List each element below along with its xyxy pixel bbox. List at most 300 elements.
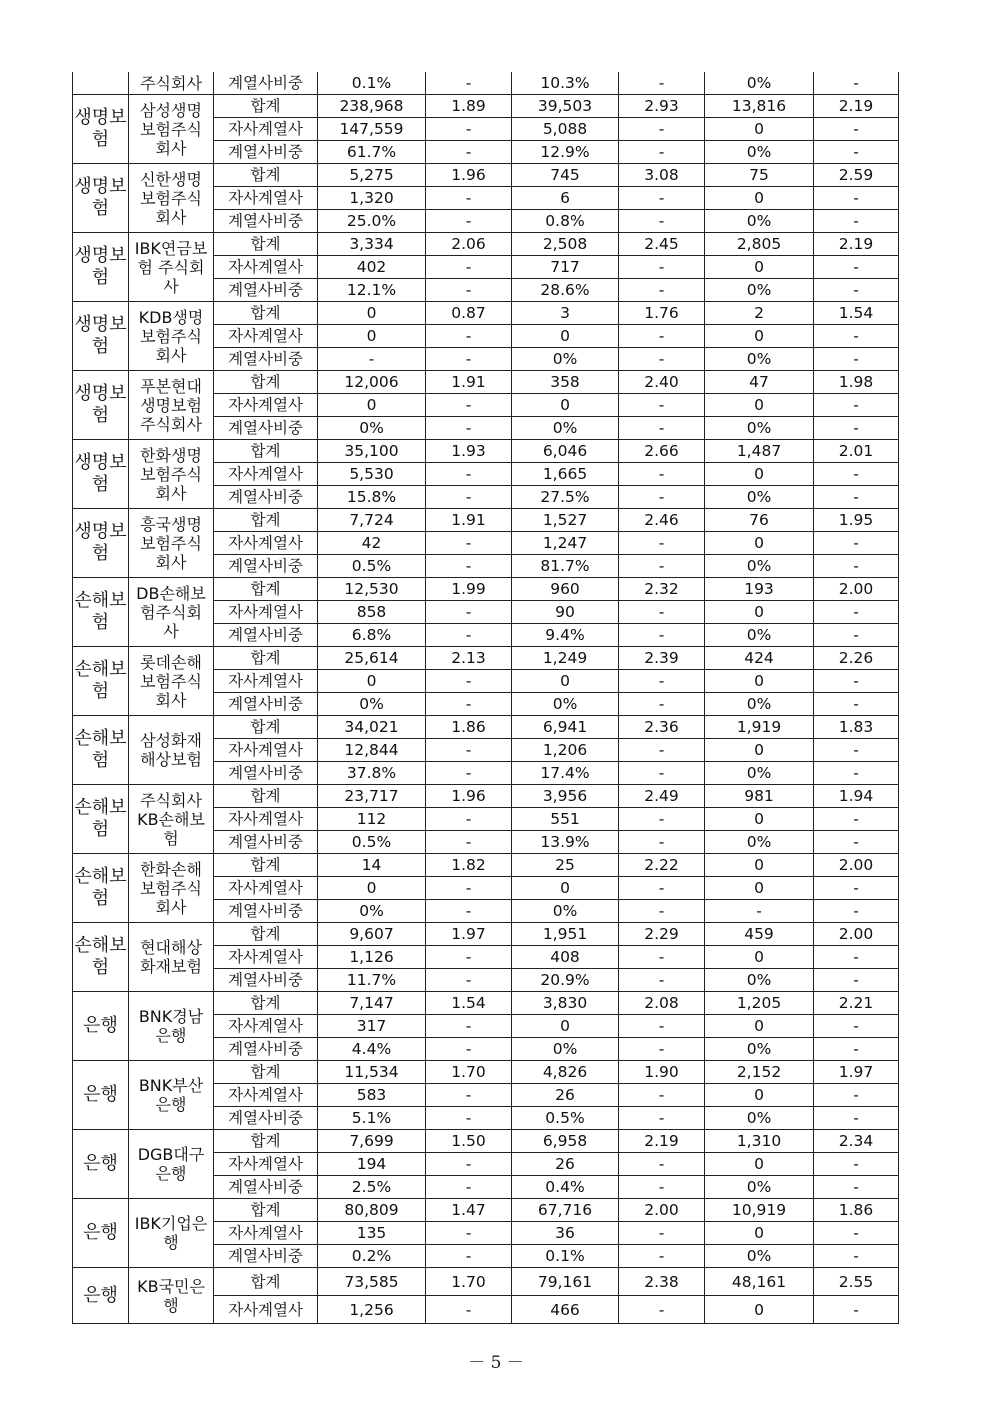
value-cell: 13,816 — [705, 95, 814, 118]
row-label-cell: 합계 — [214, 923, 318, 946]
value-cell: - — [619, 1107, 705, 1130]
value-cell: 5,275 — [318, 164, 426, 187]
value-cell: 26 — [512, 1084, 619, 1107]
row-label-cell: 자사계열사 — [214, 601, 318, 624]
value-cell: - — [814, 72, 899, 95]
value-cell: - — [426, 1296, 512, 1324]
value-cell: 0% — [512, 348, 619, 371]
value-cell: 2.39 — [619, 647, 705, 670]
value-cell: 0% — [705, 1107, 814, 1130]
value-cell: - — [814, 900, 899, 923]
value-cell: - — [814, 1296, 899, 1324]
value-cell: - — [814, 348, 899, 371]
value-cell: 0 — [705, 118, 814, 141]
value-cell: 6 — [512, 187, 619, 210]
value-cell: 2.01 — [814, 440, 899, 463]
value-cell: 2.5% — [318, 1176, 426, 1199]
category-cell: 손해보험 — [73, 647, 129, 716]
value-cell: - — [619, 946, 705, 969]
category-cell: 생명보험 — [73, 371, 129, 440]
table-row — [73, 440, 899, 463]
disclosure-table — [72, 72, 899, 1324]
row-label-cell: 합계 — [214, 854, 318, 877]
value-cell: 0 — [318, 670, 426, 693]
value-cell: 0% — [705, 141, 814, 164]
value-cell: 1.99 — [426, 578, 512, 601]
value-cell: 0 — [705, 325, 814, 348]
value-cell: - — [619, 900, 705, 923]
value-cell: - — [426, 601, 512, 624]
value-cell: 1,247 — [512, 532, 619, 555]
row-label-cell: 자사계열사 — [214, 1222, 318, 1245]
value-cell: 79,161 — [512, 1268, 619, 1296]
value-cell: 90 — [512, 601, 619, 624]
value-cell: 3,956 — [512, 785, 619, 808]
company-cell: 한화손해보험주식회사 — [129, 854, 214, 923]
value-cell: - — [619, 394, 705, 417]
table-row — [73, 233, 899, 256]
value-cell: 1.91 — [426, 509, 512, 532]
company-cell: KDB생명보험주식회사 — [129, 302, 214, 371]
value-cell: 0% — [512, 693, 619, 716]
value-cell: - — [426, 348, 512, 371]
value-cell: - — [619, 624, 705, 647]
value-cell: 0 — [705, 1222, 814, 1245]
value-cell: - — [814, 624, 899, 647]
company-cell: 현대해상화재보험 — [129, 923, 214, 992]
value-cell: 37.8% — [318, 762, 426, 785]
value-cell: 0% — [705, 1176, 814, 1199]
value-cell: - — [619, 739, 705, 762]
category-cell: 손해보험 — [73, 716, 129, 785]
value-cell: - — [426, 72, 512, 95]
row-label-cell: 자사계열사 — [214, 118, 318, 141]
value-cell: 960 — [512, 578, 619, 601]
value-cell: - — [619, 877, 705, 900]
value-cell: 6,941 — [512, 716, 619, 739]
table-row — [73, 1130, 899, 1153]
company-cell: 삼성화재해상보험 — [129, 716, 214, 785]
table-row — [73, 164, 899, 187]
value-cell: - — [426, 877, 512, 900]
value-cell: - — [426, 1176, 512, 1199]
value-cell: 0 — [705, 1296, 814, 1324]
value-cell: - — [814, 946, 899, 969]
value-cell: 2.49 — [619, 785, 705, 808]
value-cell: 2.32 — [619, 578, 705, 601]
value-cell: 6,958 — [512, 1130, 619, 1153]
value-cell: 147,559 — [318, 118, 426, 141]
value-cell: 1.54 — [426, 992, 512, 1015]
value-cell: 6,046 — [512, 440, 619, 463]
value-cell: 67,716 — [512, 1199, 619, 1222]
value-cell: 1.70 — [426, 1061, 512, 1084]
company-cell: BNK경남은행 — [129, 992, 214, 1061]
row-label-cell: 합계 — [214, 716, 318, 739]
value-cell: - — [619, 348, 705, 371]
value-cell: 2.26 — [814, 647, 899, 670]
value-cell: 112 — [318, 808, 426, 831]
table-row — [73, 854, 899, 877]
row-label-cell: 합계 — [214, 233, 318, 256]
row-label-cell: 자사계열사 — [214, 946, 318, 969]
row-label-cell: 자사계열사 — [214, 739, 318, 762]
value-cell: - — [814, 187, 899, 210]
row-label-cell: 계열사비중 — [214, 279, 318, 302]
value-cell: 1.96 — [426, 785, 512, 808]
value-cell: 61.7% — [318, 141, 426, 164]
value-cell: 1.90 — [619, 1061, 705, 1084]
value-cell: 717 — [512, 256, 619, 279]
value-cell: - — [426, 256, 512, 279]
value-cell: 73,585 — [318, 1268, 426, 1296]
value-cell: 1.76 — [619, 302, 705, 325]
value-cell: 7,147 — [318, 992, 426, 1015]
value-cell: 3.08 — [619, 164, 705, 187]
value-cell: 0% — [318, 900, 426, 923]
row-label-cell: 합계 — [214, 302, 318, 325]
value-cell: 6.8% — [318, 624, 426, 647]
value-cell: 0 — [705, 187, 814, 210]
value-cell: 0 — [705, 946, 814, 969]
value-cell: 2.46 — [619, 509, 705, 532]
value-cell: - — [426, 762, 512, 785]
value-cell: - — [426, 1015, 512, 1038]
company-cell: 주식회사KB손해보험 — [129, 785, 214, 854]
value-cell: 0.5% — [318, 831, 426, 854]
value-cell: 0% — [512, 417, 619, 440]
value-cell: 2.00 — [814, 923, 899, 946]
value-cell: 0% — [705, 555, 814, 578]
table-row — [73, 1199, 899, 1222]
row-label-cell: 합계 — [214, 440, 318, 463]
row-label-cell: 자사계열사 — [214, 1084, 318, 1107]
value-cell: 0 — [705, 1153, 814, 1176]
value-cell: 11.7% — [318, 969, 426, 992]
value-cell: 424 — [705, 647, 814, 670]
value-cell: 1.97 — [426, 923, 512, 946]
category-cell: 생명보험 — [73, 302, 129, 371]
value-cell: - — [814, 279, 899, 302]
value-cell: 3,334 — [318, 233, 426, 256]
value-cell: 4,826 — [512, 1061, 619, 1084]
value-cell: 2 — [705, 302, 814, 325]
value-cell: - — [619, 601, 705, 624]
value-cell: 0% — [705, 210, 814, 233]
value-cell: - — [814, 1038, 899, 1061]
value-cell: - — [814, 486, 899, 509]
value-cell: 2.00 — [619, 1199, 705, 1222]
value-cell: - — [426, 969, 512, 992]
value-cell: 25,614 — [318, 647, 426, 670]
value-cell: 27.5% — [512, 486, 619, 509]
value-cell: - — [814, 532, 899, 555]
value-cell: - — [814, 1245, 899, 1268]
value-cell: - — [426, 532, 512, 555]
value-cell: - — [426, 118, 512, 141]
value-cell: - — [619, 279, 705, 302]
value-cell: 0% — [705, 486, 814, 509]
category-cell: 은행 — [73, 1061, 129, 1130]
value-cell: - — [426, 1038, 512, 1061]
table-row — [73, 578, 899, 601]
table-row — [73, 371, 899, 394]
value-cell: 2.21 — [814, 992, 899, 1015]
value-cell: 1,487 — [705, 440, 814, 463]
value-cell: 0.8% — [512, 210, 619, 233]
value-cell: 0% — [705, 693, 814, 716]
value-cell: 981 — [705, 785, 814, 808]
company-cell: 흥국생명보험주식회사 — [129, 509, 214, 578]
row-label-cell: 계열사비중 — [214, 693, 318, 716]
value-cell: 0.5% — [512, 1107, 619, 1130]
value-cell: 25 — [512, 854, 619, 877]
value-cell: 2.00 — [814, 854, 899, 877]
category-cell: 은행 — [73, 992, 129, 1061]
value-cell: 1.54 — [814, 302, 899, 325]
table-body — [73, 72, 899, 1324]
value-cell: - — [426, 1222, 512, 1245]
value-cell: 1.95 — [814, 509, 899, 532]
value-cell: 2.08 — [619, 992, 705, 1015]
category-cell: 손해보험 — [73, 785, 129, 854]
value-cell: 1,310 — [705, 1130, 814, 1153]
value-cell: 402 — [318, 256, 426, 279]
value-cell: 2,152 — [705, 1061, 814, 1084]
value-cell: 2.40 — [619, 371, 705, 394]
row-label-cell: 계열사비중 — [214, 969, 318, 992]
value-cell: 2.59 — [814, 164, 899, 187]
value-cell: 75 — [705, 164, 814, 187]
value-cell: - — [619, 693, 705, 716]
row-label-cell: 계열사비중 — [214, 1107, 318, 1130]
value-cell: 408 — [512, 946, 619, 969]
value-cell: - — [619, 1038, 705, 1061]
value-cell: - — [619, 256, 705, 279]
row-label-cell: 계열사비중 — [214, 348, 318, 371]
value-cell: 48,161 — [705, 1268, 814, 1296]
value-cell: - — [619, 1222, 705, 1245]
value-cell: 0 — [705, 670, 814, 693]
row-label-cell: 합계 — [214, 785, 318, 808]
value-cell: 2.66 — [619, 440, 705, 463]
table-row — [73, 302, 899, 325]
value-cell: 34,021 — [318, 716, 426, 739]
value-cell: 0% — [512, 900, 619, 923]
value-cell: - — [814, 831, 899, 854]
value-cell: 358 — [512, 371, 619, 394]
value-cell: 1.96 — [426, 164, 512, 187]
category-cell: 생명보험 — [73, 95, 129, 164]
row-label-cell: 계열사비중 — [214, 762, 318, 785]
value-cell: 466 — [512, 1296, 619, 1324]
company-cell: 신한생명보험주식회사 — [129, 164, 214, 233]
value-cell: 2.34 — [814, 1130, 899, 1153]
row-label-cell: 합계 — [214, 371, 318, 394]
value-cell: 0% — [705, 279, 814, 302]
row-label-cell: 자사계열사 — [214, 532, 318, 555]
page-number: － 5 － — [468, 1353, 524, 1373]
value-cell: 2.19 — [814, 95, 899, 118]
value-cell: 2.45 — [619, 233, 705, 256]
value-cell: 10.3% — [512, 72, 619, 95]
value-cell: - — [814, 739, 899, 762]
value-cell: 12.9% — [512, 141, 619, 164]
value-cell: 0 — [705, 532, 814, 555]
company-cell: 한화생명보험주식회사 — [129, 440, 214, 509]
row-label-cell: 합계 — [214, 164, 318, 187]
value-cell: 1.94 — [814, 785, 899, 808]
value-cell: - — [426, 463, 512, 486]
value-cell: 1.82 — [426, 854, 512, 877]
value-cell: 25.0% — [318, 210, 426, 233]
row-label-cell: 계열사비중 — [214, 72, 318, 95]
value-cell: - — [426, 394, 512, 417]
row-label-cell: 계열사비중 — [214, 555, 318, 578]
row-label-cell: 합계 — [214, 1061, 318, 1084]
value-cell: 1.83 — [814, 716, 899, 739]
company-cell: 푸본현대생명보험주식회사 — [129, 371, 214, 440]
value-cell: 12,006 — [318, 371, 426, 394]
value-cell: 1,320 — [318, 187, 426, 210]
value-cell: - — [426, 417, 512, 440]
value-cell: 0.5% — [318, 555, 426, 578]
row-label-cell: 계열사비중 — [214, 1176, 318, 1199]
value-cell: - — [426, 1084, 512, 1107]
value-cell: - — [619, 417, 705, 440]
value-cell: 2.55 — [814, 1268, 899, 1296]
row-label-cell: 자사계열사 — [214, 463, 318, 486]
row-label-cell: 합계 — [214, 647, 318, 670]
value-cell: 1.86 — [426, 716, 512, 739]
value-cell: 1.93 — [426, 440, 512, 463]
value-cell: - — [619, 969, 705, 992]
row-label-cell: 자사계열사 — [214, 1015, 318, 1038]
value-cell: 2.36 — [619, 716, 705, 739]
value-cell: - — [814, 141, 899, 164]
value-cell: 0 — [318, 394, 426, 417]
value-cell: 238,968 — [318, 95, 426, 118]
value-cell: 0.4% — [512, 1176, 619, 1199]
value-cell: - — [619, 325, 705, 348]
value-cell: 2.19 — [619, 1130, 705, 1153]
value-cell: - — [814, 1222, 899, 1245]
row-label-cell: 계열사비중 — [214, 210, 318, 233]
value-cell: - — [426, 486, 512, 509]
value-cell: 0 — [318, 877, 426, 900]
value-cell: 0.87 — [426, 302, 512, 325]
row-label-cell: 자사계열사 — [214, 670, 318, 693]
value-cell: - — [619, 555, 705, 578]
value-cell: - — [619, 187, 705, 210]
value-cell: 17.4% — [512, 762, 619, 785]
row-label-cell: 합계 — [214, 992, 318, 1015]
value-cell: 0.2% — [318, 1245, 426, 1268]
value-cell: 0 — [705, 256, 814, 279]
value-cell: - — [619, 1296, 705, 1324]
value-cell: 0% — [705, 762, 814, 785]
value-cell: 0.1% — [318, 72, 426, 95]
category-cell: 생명보험 — [73, 233, 129, 302]
value-cell: - — [426, 187, 512, 210]
value-cell: 1,527 — [512, 509, 619, 532]
value-cell: 459 — [705, 923, 814, 946]
value-cell: - — [619, 762, 705, 785]
value-cell: 11,534 — [318, 1061, 426, 1084]
category-cell: 은행 — [73, 1130, 129, 1199]
row-label-cell: 계열사비중 — [214, 417, 318, 440]
value-cell: 1,249 — [512, 647, 619, 670]
company-cell: IBK연금보험 주식회사 — [129, 233, 214, 302]
value-cell: 7,699 — [318, 1130, 426, 1153]
value-cell: 135 — [318, 1222, 426, 1245]
value-cell: - — [426, 1245, 512, 1268]
category-cell: 생명보험 — [73, 509, 129, 578]
value-cell: 47 — [705, 371, 814, 394]
value-cell: 551 — [512, 808, 619, 831]
value-cell: 858 — [318, 601, 426, 624]
value-cell: 2.19 — [814, 233, 899, 256]
row-label-cell: 합계 — [214, 578, 318, 601]
category-cell: 손해보험 — [73, 923, 129, 992]
table-row — [73, 1061, 899, 1084]
value-cell: 1.70 — [426, 1268, 512, 1296]
value-cell: 0 — [705, 739, 814, 762]
value-cell: 2,508 — [512, 233, 619, 256]
value-cell: - — [619, 486, 705, 509]
value-cell: 12,530 — [318, 578, 426, 601]
value-cell: 15.8% — [318, 486, 426, 509]
category-cell: 은행 — [73, 1268, 129, 1324]
value-cell: 2.93 — [619, 95, 705, 118]
value-cell: 317 — [318, 1015, 426, 1038]
value-cell: 2.38 — [619, 1268, 705, 1296]
category-cell: 손해보험 — [73, 578, 129, 647]
value-cell: - — [814, 670, 899, 693]
value-cell: 0 — [705, 808, 814, 831]
value-cell: 80,809 — [318, 1199, 426, 1222]
value-cell: - — [619, 1015, 705, 1038]
value-cell: 583 — [318, 1084, 426, 1107]
value-cell: - — [619, 141, 705, 164]
value-cell: 12.1% — [318, 279, 426, 302]
value-cell: 0.1% — [512, 1245, 619, 1268]
row-label-cell: 합계 — [214, 1199, 318, 1222]
value-cell: - — [814, 693, 899, 716]
company-cell: 롯데손해보험주식회사 — [129, 647, 214, 716]
value-cell: 13.9% — [512, 831, 619, 854]
value-cell: - — [814, 1015, 899, 1038]
value-cell: 0 — [705, 1015, 814, 1038]
category-cell: 손해보험 — [73, 854, 129, 923]
value-cell: 9.4% — [512, 624, 619, 647]
value-cell: - — [426, 946, 512, 969]
value-cell: - — [426, 624, 512, 647]
value-cell: 0% — [705, 1038, 814, 1061]
value-cell: 0 — [512, 1015, 619, 1038]
value-cell: - — [814, 555, 899, 578]
value-cell: 0% — [705, 1245, 814, 1268]
value-cell: - — [426, 1153, 512, 1176]
value-cell: 0% — [705, 831, 814, 854]
value-cell: 2.13 — [426, 647, 512, 670]
value-cell: 23,717 — [318, 785, 426, 808]
value-cell: 1.50 — [426, 1130, 512, 1153]
row-label-cell: 합계 — [214, 509, 318, 532]
company-cell: BNK부산은행 — [129, 1061, 214, 1130]
row-label-cell: 합계 — [214, 95, 318, 118]
value-cell: 0% — [705, 348, 814, 371]
